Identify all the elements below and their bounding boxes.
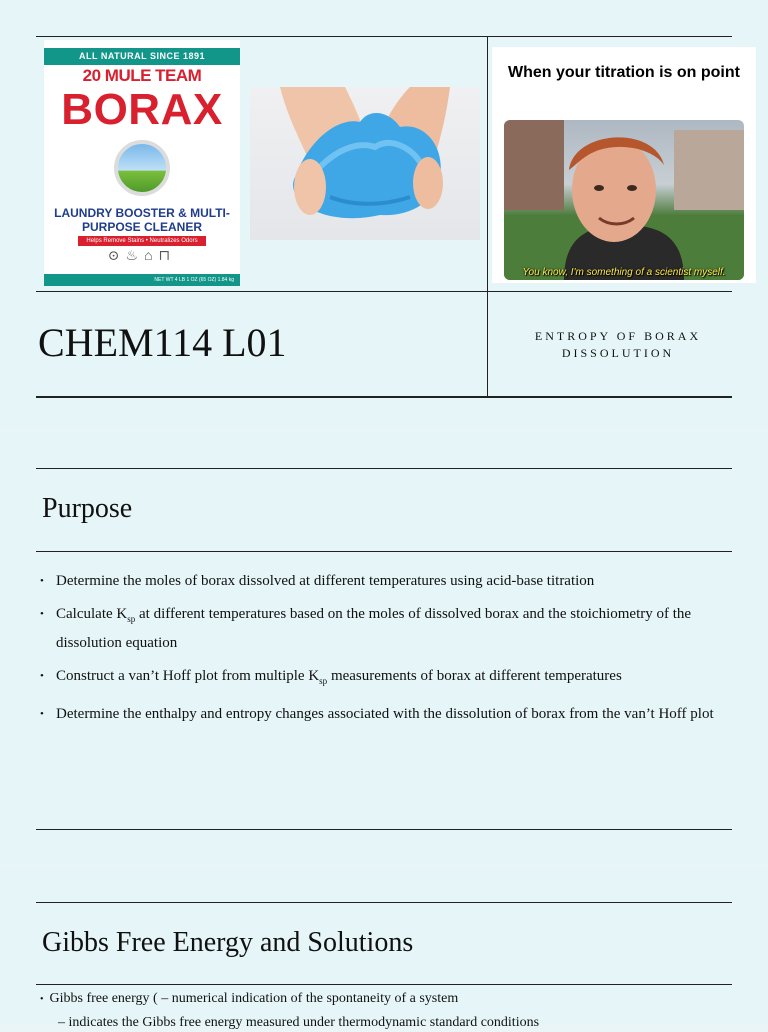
bottom-divider	[36, 396, 732, 398]
purpose-bottom-divider	[36, 829, 732, 830]
purpose-bullet-1: Determine the moles of borax dissolved at different temperatures using acid-base titration	[56, 573, 595, 589]
meme-caption: When your titration is on point	[508, 64, 740, 81]
purpose-bullet-3b: measurements of borax at different temperatures	[327, 668, 622, 684]
middle-divider	[36, 291, 732, 292]
gibbs-line-2: – indicates the Gibbs free energy measured under thermodynamic standard conditions	[58, 1015, 540, 1030]
borax-brand-top: 20 MULE TEAM	[82, 66, 202, 85]
usage-icons: ⊙♨⌂⊓	[107, 249, 177, 264]
gibbs-top-divider	[36, 902, 732, 903]
gibbs-bullet-1	[40, 990, 458, 1009]
purpose-bullet-2: at different temperatures based on the moles of dissolved borax and the stoichiometry of the dissolution equation	[56, 606, 692, 651]
purpose-bullet-4: Determine the enthalpy and entropy changes associated with the dissolution of borax from the van’t Hoff plot	[56, 706, 714, 722]
gibbs-subbullet-1	[58, 1014, 539, 1032]
gibbs-line-1: Gibbs free energy ( – numerical indication of the spontaneity of a system	[49, 991, 459, 1006]
slime-image	[250, 87, 480, 240]
meme-photo	[504, 120, 744, 280]
meme-subtitle: You know, I'm something of a scientist myself.	[522, 267, 726, 278]
scientist-face-illustration	[504, 120, 744, 280]
list-item	[40, 569, 720, 593]
meme-image	[492, 47, 756, 283]
borax-product-text: LAUNDRY BOOSTER & MULTI-PURPOSE CLEANER	[54, 206, 230, 234]
gibbs-title: Gibbs Free Energy and Solutions	[42, 927, 414, 958]
gibbs-title-divider	[36, 984, 732, 985]
ksp-sub: sp	[319, 676, 328, 686]
ksp-sub: sp	[127, 614, 136, 624]
sky-globe-icon	[114, 140, 170, 196]
borax-band-text: ALL NATURAL SINCE 1891	[44, 48, 240, 65]
purpose-slide	[0, 432, 768, 864]
slide-subtitle: ENTROPY OF BORAX DISSOLUTION	[534, 329, 702, 360]
course-title: CHEM114 L01	[38, 320, 287, 365]
borax-tagline: Helps Remove Stains • Neutralizes Odors	[78, 236, 206, 246]
top-divider	[36, 36, 732, 37]
gibbs-slide	[0, 866, 768, 1030]
list-item	[40, 702, 720, 726]
borax-brand: BORAX	[61, 85, 223, 134]
purpose-list	[40, 569, 720, 735]
list-item	[40, 664, 720, 693]
purpose-bullet-3a: Construct a van’t Hoff plot from multiple K	[56, 668, 320, 684]
bullet-dot: •	[40, 994, 44, 1005]
borax-net-weight: NET WT 4 LB 1 OZ (65 OZ) 1.84 kg	[44, 274, 240, 286]
purpose-top-divider	[36, 468, 732, 469]
borax-box-image	[44, 40, 240, 286]
ksp-k: Calculate K	[56, 606, 128, 622]
vertical-divider	[487, 36, 488, 396]
purpose-title-divider	[36, 551, 732, 552]
purpose-title: Purpose	[42, 493, 133, 524]
list-item	[40, 602, 720, 655]
title-slide	[0, 0, 768, 430]
slime-hands-illustration	[250, 87, 480, 240]
